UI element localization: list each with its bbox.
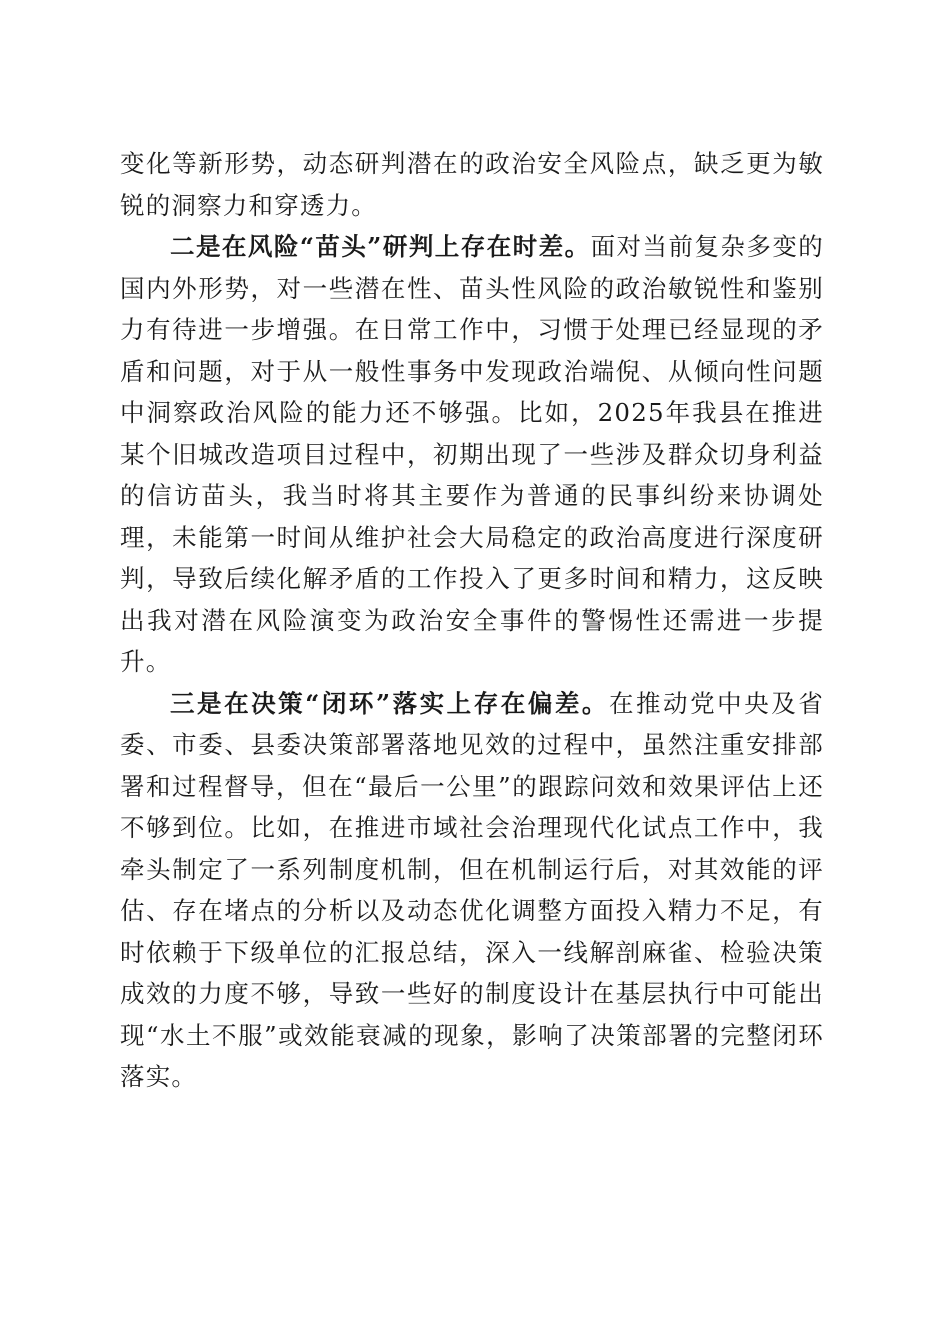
paragraph-lead-heading: 三是在决策“闭环”落实上存在偏差。: [170, 688, 609, 718]
paragraph-text: 变化等新形势，动态研判潜在的政治安全风险点，缺乏更为敏锐的洞察力和穿透力。: [120, 149, 824, 220]
paragraph-continuation: [120, 143, 824, 226]
paragraph-point-three: [120, 683, 824, 1098]
paragraph-text: 在推动党中央及省委、市委、县委决策部署落地见效的过程中，虽然注重安排部署和过程督导，但在“最后一公里”的跟踪问效和效果评估上还不够到位。比如，在推进市域社会治理现代化试点工作中，我牵头制定了一系列制度机制，但在机制运行后，对其效能的评估、存在堵点的分析以及动态优化调整方面投入精力不足，有时依赖于下级单位的汇报总结，深入一线解剖麻雀、检验决策成效的力度不够，导致一些好的制度设计在基层执行中可能出现“水土不服”或效能衰减的现象，影响了决策部署的完整闭环落实。: [120, 688, 824, 1091]
paragraph-text: 面对当前复杂多变的国内外形势，对一些潜在性、苗头性风险的政治敏锐性和鉴别力有待进一步增强。在日常工作中，习惯于处理已经显现的矛盾和问题，对于从一般性事务中发现政治端倪、从倾向性问题中洞察政治风险的能力还不够强。比如，2025年我县在推进某个旧城改造项目过程中，初期出现了一些涉及群众切身利益的信访苗头，我当时将其主要作为普通的民事纠纷来协调处理，未能第一时间从维护社会大局稳定的政治高度进行深度研判，导致后续化解矛盾的工作投入了更多时间和精力，这反映出我对潜在风险演变为政治安全事件的警惕性还需进一步提升。: [120, 232, 824, 676]
document-body: [120, 143, 824, 1098]
paragraph-lead-heading: 二是在风险“苗头”研判上存在时差。: [170, 232, 591, 261]
paragraph-point-two: [120, 226, 824, 683]
